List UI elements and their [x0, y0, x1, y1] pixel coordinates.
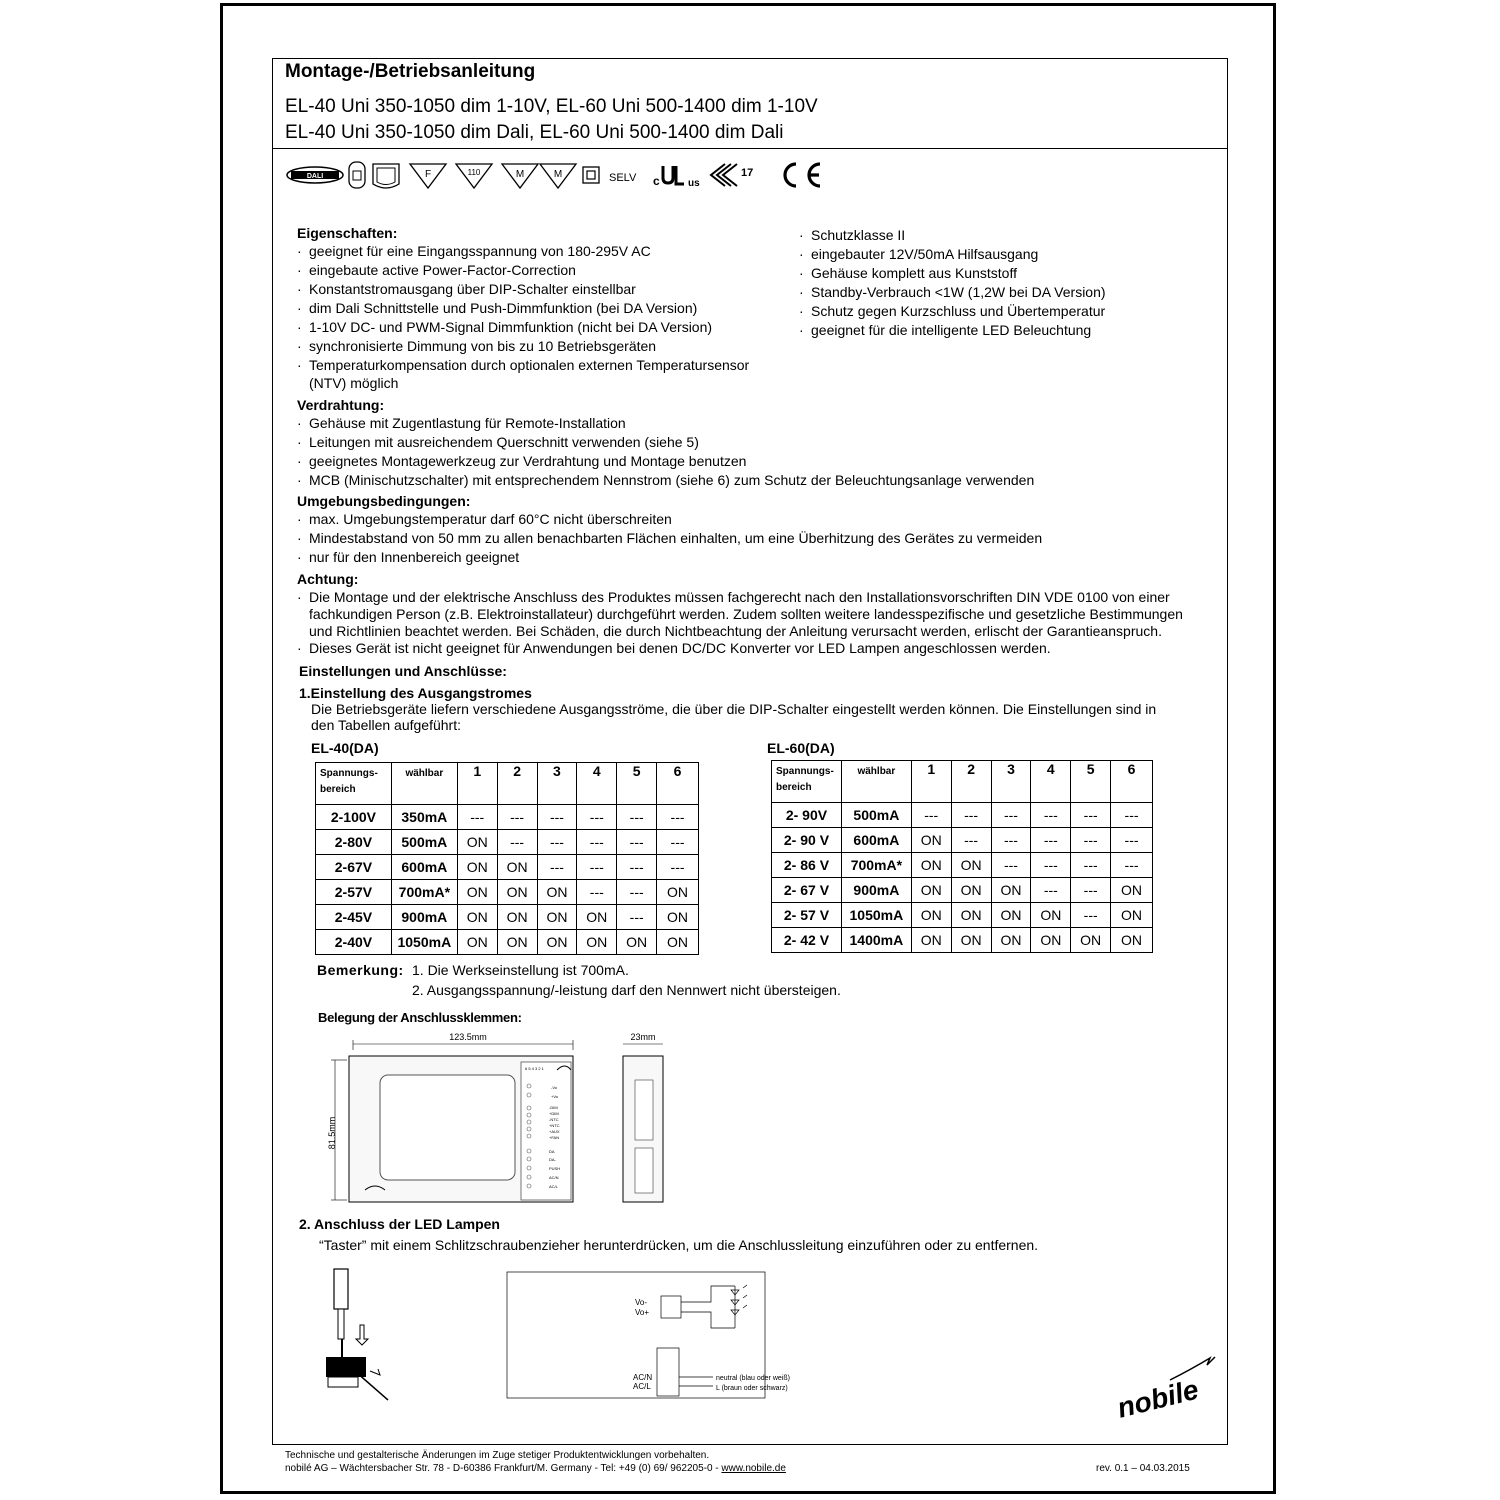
ul-us-text: us — [688, 178, 700, 189]
achtung-line-3: und Richtlinien beachtet werden. Bei Schäden, die durch Nichtbeachtung der Anleitung verursacht werden, erlischt der Garantieanspruch. — [309, 623, 1162, 639]
current-cell: 900mA — [841, 878, 911, 903]
f-mark-text: F — [424, 169, 432, 180]
enec-number: 17 — [741, 167, 754, 179]
switch-state-cell: --- — [537, 855, 577, 880]
switch-state-cell: --- — [657, 805, 699, 830]
product-line-1: EL-40 Uni 350-1050 dim 1-10V, EL-60 Uni 500-1400 dim 1-10V — [285, 96, 818, 117]
switch-state-cell: ON — [991, 928, 1031, 953]
switch-state-cell: --- — [1071, 878, 1111, 903]
switch-state-cell: --- — [1031, 878, 1071, 903]
terminal-label: +FAN — [549, 1135, 560, 1140]
switch-state-cell: ON — [457, 905, 497, 930]
depth-dimension — [623, 1032, 663, 1044]
switch-state-cell: ON — [1111, 878, 1153, 903]
section-1-text — [311, 701, 1156, 733]
switch-state-cell: ON — [991, 878, 1031, 903]
switch-state-cell: --- — [617, 830, 657, 855]
switch-header: 1 — [911, 761, 951, 803]
table-header-row — [316, 763, 699, 805]
table-row — [316, 930, 699, 955]
switch-state-cell: --- — [497, 805, 537, 830]
eigenschaften-continuation: (NTV) möglich — [309, 375, 399, 391]
height-label: 81.5mm — [327, 1116, 337, 1150]
voltage-range-cell: 2-57V — [316, 880, 392, 905]
voltage-range-cell: 2-45V — [316, 905, 392, 930]
ul-c-text: c — [653, 174, 660, 188]
neutral-label: neutral (blau oder weiß) — [716, 1375, 790, 1382]
switch-state-cell: ON — [951, 878, 991, 903]
table-row — [772, 878, 1153, 903]
switch-state-cell: ON — [537, 880, 577, 905]
list-item: · max. Umgebungstemperatur darf 60°C nicht überschreiten — [297, 510, 1042, 529]
temperature-110-icon — [456, 164, 492, 188]
switch-header: 5 — [617, 763, 657, 805]
nobile-logo — [1110, 1352, 1220, 1422]
switch-header: 3 — [537, 763, 577, 805]
led-wiring-diagram — [505, 1270, 825, 1410]
terminal-label: DA- — [549, 1157, 556, 1162]
switch-state-cell: ON — [1031, 903, 1071, 928]
acn-label: AC/N — [633, 1373, 653, 1382]
switch-state-cell: --- — [991, 853, 1031, 878]
current-cell: 500mA — [391, 830, 457, 855]
range-header-line-2: bereich — [776, 782, 812, 793]
switch-state-cell: ON — [537, 905, 577, 930]
switch-state-cell: ON — [457, 830, 497, 855]
switch-state-cell: --- — [617, 805, 657, 830]
table-row — [772, 903, 1153, 928]
led-symbols — [731, 1285, 747, 1315]
switch-state-cell: --- — [951, 803, 991, 828]
switch-state-cell: --- — [951, 828, 991, 853]
switch-state-cell: --- — [1031, 803, 1071, 828]
m-mark-text-2: M — [553, 169, 563, 180]
switch-header: 2 — [951, 761, 991, 803]
current-cell: 600mA — [391, 855, 457, 880]
switch-state-cell: ON — [911, 928, 951, 953]
acl-label: AC/L — [633, 1382, 651, 1391]
bemerkung-note-1: 1. Die Werkseinstellung ist 700mA. — [412, 962, 629, 978]
voltage-range-cell: 2- 90V — [772, 803, 842, 828]
terminal-label: AC/L — [549, 1184, 558, 1189]
table-row — [316, 880, 699, 905]
table-row — [316, 905, 699, 930]
list-item: · Mindestabstand von 50 mm zu allen benachbarten Flächen einhalten, um eine Überhitzung des Gerätes zu vermeiden — [297, 529, 1042, 548]
switch-state-cell: ON — [911, 878, 951, 903]
current-cell: 900mA — [391, 905, 457, 930]
achtung-line-1: Die Montage und der elektrische Anschluss des Produktes müssen fachgerecht nach den Installationsvorschriften DIN VDE 0100 von einer — [309, 589, 1170, 605]
belegung-heading: Belegung der Anschlussklemmen: — [318, 1010, 522, 1025]
list-item: · MCB (Minischutzschalter) mit entsprechendem Nennstrom (siehe 6) zum Schutz der Beleuchtungsanlage verwenden — [297, 471, 1034, 490]
achtung-bullet-2: · — [297, 640, 302, 656]
list-item: · geeignet für eine Eingangsspannung von 180-295V AC — [297, 242, 749, 261]
switch-state-cell: --- — [497, 830, 537, 855]
list-item: · 1-10V DC- und PWM-Signal Dimmfunktion (nicht bei DA Version) — [297, 318, 749, 337]
switch-state-cell: --- — [617, 855, 657, 880]
current-cell: 700mA* — [841, 853, 911, 878]
switch-state-cell: ON — [951, 853, 991, 878]
header-divider — [272, 148, 1228, 149]
voltage-range-cell: 2- 86 V — [772, 853, 842, 878]
switch-state-cell: ON — [537, 930, 577, 955]
table-header-row — [772, 761, 1153, 803]
section-2-text: “Taster” mit einem Schlitzschraubenzieher herunterdrücken, um die Anschlussleitung einzuführen oder zu entfernen. — [319, 1237, 1039, 1253]
umgebung-list — [297, 510, 1042, 567]
switch-header: 6 — [1111, 761, 1153, 803]
switch-state-cell: --- — [911, 803, 951, 828]
switch-state-cell: ON — [951, 928, 991, 953]
current-cell: 500mA — [841, 803, 911, 828]
verdrahtung-heading: Verdrahtung: — [297, 397, 385, 413]
voltage-range-cell: 2-67V — [316, 855, 392, 880]
list-item: · synchronisierte Dimmung von bis zu 10 Betriebsgeräten — [297, 337, 749, 356]
voltage-range-cell: 2- 67 V — [772, 878, 842, 903]
switch-state-cell: ON — [911, 828, 951, 853]
section-2-title: 2. Anschluss der LED Lampen — [299, 1216, 500, 1232]
current-cell: 1050mA — [841, 903, 911, 928]
achtung-bullet-1: · — [297, 589, 302, 605]
switch-state-cell: --- — [1031, 828, 1071, 853]
terminal-label: DA — [549, 1149, 555, 1154]
voltage-range-cell: 2-100V — [316, 805, 392, 830]
list-item: · Schutz gegen Kurzschluss und Übertemperatur — [799, 302, 1106, 321]
selv-label: SELV — [609, 172, 637, 184]
switch-header: 3 — [991, 761, 1031, 803]
voltage-range-cell: 2- 57 V — [772, 903, 842, 928]
voltage-range-cell: 2- 42 V — [772, 928, 842, 953]
table-row — [316, 855, 699, 880]
eigenschaften-heading: Eigenschaften: — [297, 225, 398, 241]
certification-symbols — [285, 158, 845, 194]
verdrahtung-list — [297, 414, 1034, 490]
output-terminals — [661, 1296, 681, 1318]
footer-disclaimer: Technische und gestalterische Änderungen im Zuge stetiger Produktentwicklungen vorbehalten. — [285, 1450, 710, 1461]
switch-state-cell: ON — [457, 930, 497, 955]
switch-state-cell: ON — [497, 855, 537, 880]
logo-text: nobile — [1114, 1373, 1202, 1424]
m-mark-icon — [502, 164, 538, 188]
switch-state-cell: --- — [1071, 803, 1111, 828]
switch-state-cell: ON — [457, 880, 497, 905]
section-1-line-2: den Tabellen aufgeführt: — [311, 717, 461, 733]
line-label: L (braun oder schwarz) — [716, 1385, 788, 1392]
furniture-mount-icon — [349, 162, 365, 188]
terminal-label: -NTC — [549, 1117, 559, 1122]
achtung-paragraph-1 — [309, 589, 1183, 640]
current-cell: 350mA — [391, 805, 457, 830]
terminal-drawing — [325, 1030, 670, 1210]
vo-minus-label: Vo- — [635, 1298, 648, 1307]
switch-state-cell: --- — [577, 880, 617, 905]
switch-state-cell: ON — [657, 880, 699, 905]
switch-state-cell: ON — [1071, 928, 1111, 953]
section-1-line-1: Die Betriebsgeräte liefern verschiedene Ausgangsströme, die über die DIP-Schalter eingestellt werden können. Die Einstellungen sind in — [311, 701, 1157, 717]
switch-state-cell: --- — [577, 805, 617, 830]
range-header-line-2: bereich — [320, 784, 356, 795]
switch-state-cell: --- — [537, 830, 577, 855]
website-link[interactable]: www.nobile.de — [721, 1463, 786, 1474]
achtung-paragraph-2: Dieses Gerät ist nicht geeignet für Anwendungen bei denen DC/DC Konverter vor LED Lampen angeschlossen werden. — [309, 640, 1051, 656]
el40-dip-table — [315, 762, 699, 955]
m-mark-text-1: M — [515, 169, 525, 180]
list-item: · Temperaturkompensation durch optionalen externen Temperatursensor — [297, 356, 749, 375]
list-item: · Standby-Verbrauch <1W (1,2W bei DA Version) — [799, 283, 1106, 302]
side-terminals-top — [635, 1080, 653, 1140]
list-item: · Leitungen mit ausreichendem Querschnitt verwenden (siehe 5) — [297, 433, 1034, 452]
eigenschaften-left-list — [297, 242, 749, 375]
range-header — [772, 761, 842, 803]
depth-label: 23mm — [630, 1032, 656, 1042]
switch-state-cell: --- — [537, 805, 577, 830]
switch-state-cell: --- — [1111, 803, 1153, 828]
switch-state-cell: --- — [617, 880, 657, 905]
footer-address — [285, 1463, 786, 1474]
list-item: · dim Dali Schnittstelle und Push-Dimmfunktion (bei DA Version) — [297, 299, 749, 318]
switch-state-cell: ON — [991, 903, 1031, 928]
enec-icon — [711, 164, 753, 186]
switch-state-cell: ON — [1031, 928, 1071, 953]
ce-mark-icon — [785, 164, 820, 195]
umgebung-heading: Umgebungsbedingungen: — [297, 493, 471, 509]
el60-title: EL-60(DA) — [767, 740, 835, 756]
switch-state-cell: --- — [991, 828, 1031, 853]
ce-text: CE — [805, 194, 807, 195]
revision-info: rev. 0.1 – 04.03.2015 — [1096, 1463, 1190, 1474]
selectable-header: wählbar — [841, 761, 911, 803]
range-header-line-1: Spannungs- — [776, 766, 834, 777]
class-ii-icon — [583, 167, 599, 183]
switch-state-cell: ON — [617, 930, 657, 955]
switch-state-cell: ON — [577, 930, 617, 955]
mm-mark-icon — [540, 164, 576, 188]
switch-state-cell: ON — [951, 903, 991, 928]
switch-header: 5 — [1071, 761, 1111, 803]
switch-state-cell: ON — [577, 905, 617, 930]
switch-state-cell: ON — [911, 903, 951, 928]
switch-state-cell: ON — [657, 930, 699, 955]
terminal-label: +Vo — [551, 1094, 559, 1099]
switch-state-cell: ON — [497, 905, 537, 930]
housing-label-area — [380, 1075, 515, 1180]
table-row — [772, 803, 1153, 828]
list-item: · nur für den Innenbereich geeignet — [297, 548, 1042, 567]
terminal-label: +AUX — [549, 1129, 560, 1134]
t110-text: 110 — [467, 168, 481, 177]
range-header-line-1: Spannungs- — [320, 768, 378, 779]
switch-state-cell: --- — [457, 805, 497, 830]
terminal-label: +DIM — [549, 1111, 559, 1116]
switch-state-cell: ON — [911, 853, 951, 878]
width-label: 123.5mm — [449, 1032, 487, 1042]
side-terminals-bottom — [635, 1148, 653, 1193]
table-row — [772, 828, 1153, 853]
bemerkung-note-2: 2. Ausgangsspannung/-leistung darf den Nennwert nicht übersteigen. — [412, 982, 841, 998]
switch-state-cell: --- — [1071, 853, 1111, 878]
vo-plus-label: Vo+ — [635, 1308, 650, 1317]
table-row — [316, 805, 699, 830]
einstellungen-heading: Einstellungen und Anschlüsse: — [299, 663, 507, 679]
led-wires — [681, 1286, 735, 1328]
document-title: Montage-/Betriebsanleitung — [285, 61, 536, 82]
width-dimension — [353, 1032, 573, 1050]
list-item: · eingebauter 12V/50mA Hilfsausgang — [799, 245, 1106, 264]
current-cell: 1400mA — [841, 928, 911, 953]
terminal-label: -Vo — [551, 1085, 558, 1090]
switch-header: 6 — [657, 763, 699, 805]
current-cell: 600mA — [841, 828, 911, 853]
achtung-line-2: fachkundigen Person (z.B. Elektroinstallateur) durchgeführt werden. Zudem sollten weitere landesspezifische und gesetzliche Bestimmungen — [309, 606, 1183, 622]
switch-state-cell: --- — [657, 855, 699, 880]
current-cell: 700mA* — [391, 880, 457, 905]
switch-state-cell: --- — [1111, 828, 1153, 853]
switch-header: 1 — [457, 763, 497, 805]
f-mark-icon — [410, 164, 446, 188]
selectable-header: wählbar — [391, 763, 457, 805]
achtung-heading: Achtung: — [297, 571, 359, 587]
switch-state-cell: --- — [657, 830, 699, 855]
switch-state-cell: --- — [577, 830, 617, 855]
range-header — [316, 763, 392, 805]
terminal-label: AC/N — [549, 1175, 559, 1180]
switch-state-cell: --- — [1111, 853, 1153, 878]
dip-digits: 6 5 4 3 2 1 — [525, 1066, 544, 1071]
terminal-label: -DIM — [549, 1105, 558, 1110]
switch-state-cell: ON — [1111, 903, 1153, 928]
switch-header: 4 — [1031, 761, 1071, 803]
list-item: · eingebaute active Power-Factor-Correction — [297, 261, 749, 280]
switch-state-cell: ON — [457, 855, 497, 880]
footer-company: nobilé AG – Wächtersbacher Str. 78 - D-60386 Frankfurt/M. Germany - Tel: +49 (0) 69/ 962205-0 - — [285, 1463, 722, 1474]
switch-state-cell: --- — [991, 803, 1031, 828]
eigenschaften-right-list — [799, 226, 1106, 340]
list-item: · Konstantstromausgang über DIP-Schalter einstellbar — [297, 280, 749, 299]
list-item: · geeignetes Montagewerkzeug zur Verdrahtung und Montage benutzen — [297, 452, 1034, 471]
voltage-range-cell: 2-40V — [316, 930, 392, 955]
switch-state-cell: --- — [617, 905, 657, 930]
input-terminals — [657, 1348, 679, 1396]
height-dimension — [327, 1060, 347, 1200]
table-row — [316, 830, 699, 855]
switch-state-cell: --- — [1031, 853, 1071, 878]
section-1-title: 1.Einstellung des Ausgangstromes — [299, 685, 532, 701]
product-line-2: EL-40 Uni 350-1050 dim Dali, EL-60 Uni 500-1400 dim Dali — [285, 122, 784, 143]
voltage-range-cell: 2- 90 V — [772, 828, 842, 853]
switch-state-cell: ON — [497, 930, 537, 955]
dali-text: DALI — [306, 173, 324, 180]
ul-listed-icon — [653, 166, 700, 189]
voltage-range-cell: 2-80V — [316, 830, 392, 855]
switch-state-cell: ON — [1111, 928, 1153, 953]
switch-state-cell: ON — [497, 880, 537, 905]
switch-state-cell: --- — [577, 855, 617, 880]
table-row — [772, 853, 1153, 878]
screwdriver-illustration — [320, 1265, 400, 1410]
el40-title: EL-40(DA) — [311, 740, 379, 756]
current-cell: 1050mA — [391, 930, 457, 955]
list-item: · geeignet für die intelligente LED Beleuchtung — [799, 321, 1106, 340]
list-item: · Gehäuse mit Zugentlastung für Remote-Installation — [297, 414, 1034, 433]
list-item: · Gehäuse komplett aus Kunststoff — [799, 264, 1106, 283]
dali-logo — [287, 167, 343, 183]
switch-state-cell: --- — [1071, 828, 1111, 853]
switch-state-cell: ON — [657, 905, 699, 930]
list-item: · Schutzklasse II — [799, 226, 1106, 245]
lamp-housing-icon — [373, 164, 399, 188]
terminal-label: PUSH — [549, 1166, 561, 1171]
table-row — [772, 928, 1153, 953]
bemerkung-label: Bemerkung: — [317, 962, 404, 978]
el60-dip-table — [771, 760, 1153, 953]
terminal-label: +NTC — [549, 1123, 560, 1128]
switch-header: 2 — [497, 763, 537, 805]
switch-state-cell: --- — [1071, 903, 1111, 928]
switch-header: 4 — [577, 763, 617, 805]
